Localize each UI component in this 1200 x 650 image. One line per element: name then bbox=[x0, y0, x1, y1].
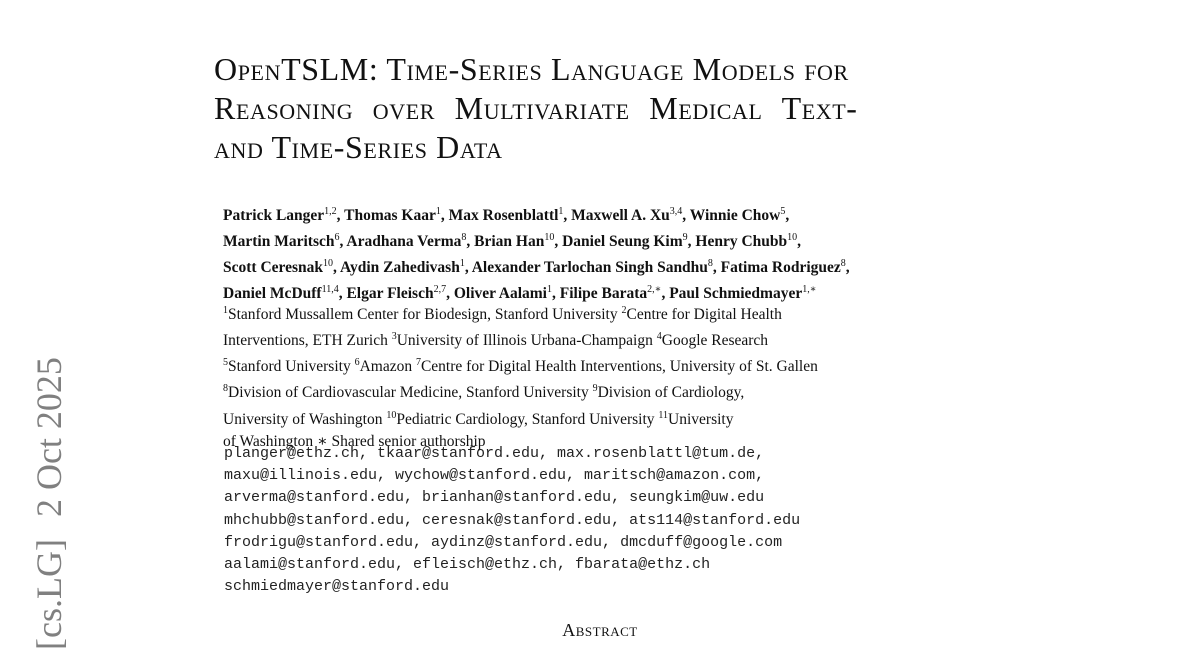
author-name: Fatima Rodriguez bbox=[720, 259, 841, 277]
title-line-2: Reasoning over Multivariate Medical Text- bbox=[214, 90, 858, 126]
arxiv-date: 2 Oct 2025 bbox=[29, 357, 69, 518]
author-affiliation-mark: 11,4 bbox=[321, 284, 339, 296]
affiliation-mark: 5 bbox=[223, 357, 228, 369]
author-affiliation-mark: 5 bbox=[780, 206, 786, 217]
author-affiliation-mark: 1 bbox=[546, 284, 552, 296]
email-line: arverma@stanford.edu, brianhan@stanford.edu, seungkim@uw.edu bbox=[224, 489, 765, 507]
affiliation-line: University of Washington $^{10}$Pediatric Cardiology, Stanford University $^{11}$University bbox=[223, 409, 734, 428]
email-list bbox=[224, 443, 1024, 598]
author-affiliation-mark: 8 bbox=[461, 232, 467, 244]
author-affiliation-mark: 1 bbox=[435, 206, 441, 217]
affiliation-line: $^8$Division of Cardiovascular Medicine, Stanford University $^9$Division of Cardiology, bbox=[223, 383, 745, 402]
author-affiliation-mark: 1 bbox=[558, 206, 564, 217]
affiliation-mark: 9 bbox=[592, 383, 598, 395]
paper-title bbox=[214, 50, 1004, 167]
author-affiliation-mark: 10 bbox=[544, 232, 555, 244]
author-line: Martin Maritsch$^6$, Aradhana Verma$^8$, Brian Han$^{10}$, Daniel Seung Kim$^9$, Henry Chubb$^{10}$, bbox=[223, 232, 802, 251]
author-affiliation-mark: 10 bbox=[787, 232, 798, 244]
author-affiliation-mark: 10 bbox=[323, 258, 334, 270]
author-name: Maxwell A. Xu bbox=[571, 207, 670, 225]
title-line-1: OpenTSLM: Time-Series Language Models for bbox=[214, 51, 849, 87]
author-affiliation-mark: 9 bbox=[682, 232, 688, 244]
author-line: Patrick Langer$^{1,2}$, Thomas Kaar$^1$, Max Rosenblattl$^1$, Maxwell A. Xu$^{3,4}$, Winnie Chow$^5$, bbox=[223, 206, 790, 225]
author-name: Elgar Fleisch bbox=[346, 285, 434, 303]
author-name: Filipe Barata bbox=[559, 285, 648, 303]
affiliations bbox=[223, 300, 1023, 453]
author-affiliation-mark: 3,4 bbox=[669, 206, 683, 217]
author-name: Paul Schmiedmayer bbox=[669, 285, 803, 303]
email-line: schmiedmayer@stanford.edu bbox=[224, 578, 450, 596]
email-line: aalami@stanford.edu, efleisch@ethz.ch, fbarata@ethz.ch bbox=[224, 556, 711, 574]
affiliation-line: $^5$Stanford University $^6$Amazon $^7$Centre for Digital Health Interventions, University of St. Gallen bbox=[223, 357, 818, 376]
abstract-heading: Abstract bbox=[562, 620, 638, 640]
email-line: planger@ethz.ch, tkaar@stanford.edu, max.rosenblattl@tum.de, bbox=[224, 445, 765, 462]
author-affiliation-mark: 2,∗ bbox=[647, 284, 662, 296]
author-affiliation-mark: 8 bbox=[840, 258, 846, 270]
arxiv-sidebar-stamp bbox=[28, 357, 70, 650]
author-affiliation-mark: 2,7 bbox=[433, 284, 447, 296]
author-affiliation-mark: 6 bbox=[334, 232, 340, 244]
email-line: mhchubb@stanford.edu, ceresnak@stanford.edu, ats114@stanford.edu bbox=[224, 511, 801, 529]
author-name: Daniel Seung Kim bbox=[562, 233, 683, 251]
author-name: Daniel McDuff bbox=[223, 285, 322, 303]
author-affiliation-mark: 1 bbox=[459, 258, 465, 270]
author-affiliation-mark: 1,∗ bbox=[802, 284, 817, 296]
author-name: Aydin Zahedivash bbox=[339, 259, 460, 277]
affiliation-mark: 3 bbox=[391, 331, 397, 343]
affiliation-mark: 4 bbox=[656, 331, 662, 343]
author-name: Oliver Aalami bbox=[453, 285, 547, 303]
email-line: maxu@illinois.edu, wychow@stanford.edu, maritsch@amazon.com, bbox=[224, 467, 765, 485]
arxiv-category: [cs.LG] bbox=[29, 539, 69, 650]
author-name: Brian Han bbox=[474, 233, 545, 251]
author-affiliation-mark: 8 bbox=[707, 258, 713, 270]
author-list bbox=[223, 201, 1043, 306]
author-name: Winnie Chow bbox=[689, 207, 781, 225]
affiliation-mark: 2 bbox=[621, 305, 627, 316]
author-name: Alexander Tarlochan Singh Sandhu bbox=[471, 259, 708, 277]
affiliation-mark: 1 bbox=[223, 305, 228, 316]
author-name: Patrick Langer bbox=[223, 207, 325, 225]
author-name: Max Rosenblattl bbox=[448, 207, 559, 225]
affiliation-mark: 10 bbox=[386, 409, 397, 421]
affiliation-line: of Washington ∗ Shared senior authorship bbox=[223, 432, 486, 450]
author-name: Martin Maritsch bbox=[223, 233, 335, 251]
author-name: Thomas Kaar bbox=[344, 207, 436, 225]
author-line: Daniel McDuff$^{11,4}$, Elgar Fleisch$^{2,7}$, Oliver Aalami$^1$, Filipe Barata$^{2,∗}$, Paul Schmiedmayer$^{1,∗}$ bbox=[223, 284, 817, 303]
author-line: Scott Ceresnak$^{10}$, Aydin Zahedivash$^1$, Alexander Tarlochan Singh Sandhu$^8$, Fatima Rodriguez$^8$, bbox=[223, 258, 850, 277]
author-name: Henry Chubb bbox=[695, 233, 788, 251]
author-affiliation-mark: 1,2 bbox=[324, 206, 337, 217]
affiliation-line: $^1$Stanford Mussallem Center for Biodesign, Stanford University $^2$Centre for Digital Health bbox=[223, 305, 782, 324]
title-line-3: and Time-Series Data bbox=[214, 129, 503, 165]
author-name: Scott Ceresnak bbox=[223, 259, 324, 277]
affiliation-mark: 6 bbox=[354, 357, 360, 369]
affiliation-line: Interventions, ETH Zurich $^3$University of Illinois Urbana-Champaign $^4$Google Research bbox=[223, 331, 769, 350]
affiliation-mark: 8 bbox=[223, 383, 228, 395]
author-name: Aradhana Verma bbox=[346, 233, 462, 251]
affiliation-mark: 7 bbox=[415, 357, 421, 369]
affiliation-mark: 11 bbox=[658, 409, 669, 421]
email-line: frodrigu@stanford.edu, aydinz@stanford.edu, dmcduff@google.com bbox=[224, 533, 783, 551]
